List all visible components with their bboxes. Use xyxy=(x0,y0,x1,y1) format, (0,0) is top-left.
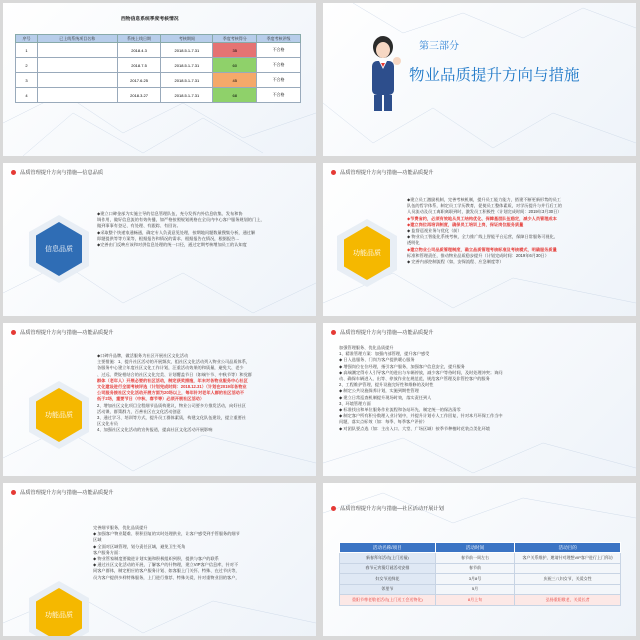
slide-information-quality[interactable] xyxy=(3,163,316,316)
body-text xyxy=(97,211,309,248)
cell-name xyxy=(37,73,117,88)
table-row xyxy=(340,574,621,585)
text-line: 区文化专员 xyxy=(97,421,118,427)
table-row xyxy=(340,584,621,595)
cell-activity: 新春拜年活动(上门送福) xyxy=(340,553,436,564)
text-line: 人员流动及员工离职离职到时，激发员工积极性（计划完成时间：2019年3月30日） xyxy=(407,209,562,215)
cell-name xyxy=(37,43,117,58)
slide-function-quality-3[interactable] xyxy=(323,323,636,476)
body-text xyxy=(339,345,631,432)
receptionist-illustration-icon xyxy=(363,33,403,115)
col-header: 活动名称/项目 xyxy=(340,543,436,553)
header-text: 品质管理提升方向与措施—功能品质提升 xyxy=(20,490,114,496)
text-line-highlight: ◆节费省约，必须有效地从员工结构优化、保障基层队伍稳定，减少人员管理成本 xyxy=(407,215,557,221)
table-title: 西物信息系统季度考核情况 xyxy=(121,17,179,22)
table-row xyxy=(340,563,621,574)
text-line: ◆ 日入选服务、门岗为客户提供暖心服务 xyxy=(339,357,415,363)
cell-idx: 3 xyxy=(16,73,38,88)
assessment-table xyxy=(15,34,301,103)
text-line-highlight: ◆建立物业公司品质管理制度，确立品质管理考核标准及考核模式，明确服务质量 xyxy=(407,246,557,252)
text-line: ◆ 通过社区文化活动的开展，了解客户的什物理，建立VIP客户信息库，针对不 xyxy=(93,562,239,568)
text-line: 调作用，做好信息流的有效传播，如严格按照规划规格在全员内中心客户服务规划的门上， xyxy=(97,217,265,223)
slide-system-assessment[interactable] xyxy=(3,3,316,156)
hexagon-badge xyxy=(29,215,89,283)
col-header: 季度考核评级 xyxy=(257,35,301,43)
col-header: 考核期间 xyxy=(161,35,213,43)
text-line: 透明化 xyxy=(407,240,420,246)
text-line-highlight: 文化建设进行全面考核评选（计划完成时间：2018.12.31）（计划在2019年各物业 xyxy=(97,384,247,390)
text-line: 主要措施：1、提升社区活动的开展频次，组社区文化活动列入物业公司品质体系， xyxy=(97,359,251,365)
text-line: ◆ 增强岗位在位经理，指引客户服务，加强客户信息安全，提升服务 xyxy=(339,363,465,369)
cell-time: 3月8号 xyxy=(435,574,515,585)
text-line: ◆ 加强客户物业疑难、积积回复的实时处理供业，让客户感受到手管服务的细节 xyxy=(93,531,240,537)
cell-name xyxy=(37,58,117,73)
slide-header xyxy=(11,329,113,336)
text-line: 3、环境管理方面 xyxy=(339,400,371,406)
hexagon-label: 功能品质 xyxy=(45,412,73,419)
slide-community-activity-plan[interactable] xyxy=(323,483,636,636)
text-line: 各服务中心建立年度社区文化工作计划，汪重活动效果的和质量，避免大、老少 xyxy=(97,365,244,371)
table-row xyxy=(16,58,301,73)
text-line: 做到事事有登记、有处理、有跟踪、有回访。 xyxy=(97,223,181,229)
col-header: 季度考核得分 xyxy=(213,35,257,43)
col-header: 序号 xyxy=(16,35,38,43)
cell-activity: 邻里节 xyxy=(340,584,436,595)
text-line: 标准和管理责任，推动物业品质稳步提升（计划完成时间：2019年6月30日） xyxy=(407,252,549,258)
header-dot-icon xyxy=(331,330,336,335)
body-text xyxy=(97,353,311,434)
text-line: ◆完善由门反映应该和对供信息处理的统一口径，通过定期考核增加员工的认知度 xyxy=(97,242,247,248)
header-dot-icon xyxy=(331,506,336,511)
header-text: 品质管理提升方向与措施—信息品质 xyxy=(20,170,104,176)
text-line: ◆ 物业员工智能化系统考核，全力推广线上智能平台运营，保障日常服务可视化、 xyxy=(407,234,558,240)
text-line: ◆ 高端潮定得专人引导客户的进出与车辆停放，减少客户等待时间，及时处理冲突；询问 xyxy=(339,369,503,375)
hexagon-badge xyxy=(337,219,397,287)
cell-score: 68 xyxy=(213,88,257,103)
header-dot-icon xyxy=(11,330,16,335)
header-dot-icon xyxy=(11,170,16,175)
cell-purpose: 弘扬重阳敬老，关爱长者 xyxy=(515,595,621,606)
header-dot-icon xyxy=(11,490,16,495)
text-line: 员为客户提供多样特殊服务，上门进行推荐、特殊关爱，针对重物业回的客户， xyxy=(93,574,240,580)
cell-date: 2018.3.27 xyxy=(117,88,161,103)
text-line: 1、精准管理方案：加强内部管理，提升客户感受 xyxy=(339,351,430,357)
col-header: 系统上线日期 xyxy=(117,35,161,43)
section-number: 第三部分 xyxy=(419,41,459,52)
hexagon-badge xyxy=(29,581,89,636)
cell-time: 春节前 xyxy=(435,563,515,574)
slide-function-quality-4[interactable] xyxy=(3,483,316,636)
slide-header xyxy=(11,169,103,176)
text-line: ◆建立员工激励机制，完善考核机制，提升员工能力能力，搭建不断更新形势的员工 xyxy=(407,197,561,202)
cell-date: 2018.7.5 xyxy=(117,58,161,73)
slide-header xyxy=(331,505,444,512)
header-text: 品质管理提升方向与措施—功能品质提升 xyxy=(20,330,114,336)
text-line-highlight: ◆建立岗位再培训制度，确保员工培训上岗，保证岗位服务质量 xyxy=(407,221,524,227)
text-line: 活动课、群策群力，百善社区在文化活动创意 xyxy=(97,408,181,414)
header-text: 品质管理提升方向与措施—社区活动开展计划 xyxy=(340,506,444,512)
cell-purpose xyxy=(515,584,621,595)
text-line: ◆ 对团队要点选（如：主出入口、大堂、广场区域）按季节种植时花装点美化环境 xyxy=(339,425,490,431)
text-line: ◆ 完善内部控制流程（如，安保流程、应急制度等） xyxy=(407,259,504,265)
cell-time: 8月上旬 xyxy=(435,595,515,606)
activity-table xyxy=(339,542,621,606)
table-row xyxy=(340,553,621,564)
body-text xyxy=(93,525,311,581)
col-header: 活动时间 xyxy=(435,543,515,553)
text-line: 问题，落实点标效（如：每季、每季客户评价） xyxy=(339,419,427,425)
slide-header xyxy=(331,329,433,336)
cell-activity: 妇女节送鲜花 xyxy=(340,574,436,585)
cell-period: 2018.5.1-7.31 xyxy=(161,58,213,73)
text-line: ◆ 建立日常巡查机制提升现场时效，落实责任到人 xyxy=(339,394,432,400)
cell-purpose xyxy=(515,563,621,574)
header-dot-icon xyxy=(331,170,336,175)
slide-function-quality-2[interactable] xyxy=(3,323,316,476)
table-row xyxy=(16,73,301,88)
cell-time: 5月 xyxy=(435,584,515,595)
text-line: 4、加强社区文化活动的宣传报道，提高社区文化活动开展影响 xyxy=(97,427,213,433)
cell-activity: 春节元宵猜灯谜活动安排 xyxy=(340,563,436,574)
text-line: 客户服务方面： xyxy=(93,549,123,555)
cell-rating: 不合格 xyxy=(257,73,301,88)
table-row xyxy=(340,595,621,606)
cell-score: 60 xyxy=(213,58,257,73)
cell-time: 春节前一周左右 xyxy=(435,553,515,564)
slide-section-title[interactable] xyxy=(323,3,636,156)
text-line: 2、增加社区文化项目全程细节品质构建议，物业公司要多方推发活动，向好社区 xyxy=(97,402,246,408)
cell-idx: 4 xyxy=(16,88,38,103)
cell-idx: 1 xyxy=(16,43,38,58)
slide-header xyxy=(11,489,113,496)
header-text: 品质管理提升方向与措施—功能品质提升 xyxy=(340,170,434,176)
table-row xyxy=(16,88,301,103)
table-row xyxy=(16,43,301,58)
text-line: 即题提供等等方案等，根据报告和情况的需求、根据报告在情况，根据报告… xyxy=(97,235,240,241)
col-header: 活动目的 xyxy=(515,543,621,553)
text-line-highlight: 公司服务接社区文化活动开展方面为20场以上，每年针对老年人群的社区活动不 xyxy=(97,390,245,396)
text-line: ◆ 制定客户所有积分数理入业计划中，并提升计划专人工作回复，针对本月环保工作当中 xyxy=(339,413,503,419)
cell-date: 2017.6.25 xyxy=(117,73,161,88)
text-line: 3、通过学习、培训等方式，提升员工群体素质，构建文化队伍建设，提立重要社 xyxy=(97,415,246,421)
text-line: 动、确保车辆进入、出等、停放作业在规范范，规范客户管理及非管控客户的服务 xyxy=(339,376,490,382)
cell-name xyxy=(37,88,117,103)
text-line: ◆采取整个快递家通畅通，确定专人负责意见处理，按期地问题数量搜集分析，通过解 xyxy=(97,229,256,235)
slide-function-quality-1[interactable] xyxy=(323,163,636,316)
cell-activity: 重阳节尊老敬老活动(上门送工会送物化) xyxy=(340,595,436,606)
cell-rating: 不合格 xyxy=(257,58,301,73)
text-line: 队伍的哲学体系，制定员工学历教育，促使员工整体素质，对学历提升与并行后工的 xyxy=(407,203,562,209)
text-line: 区域 xyxy=(93,537,102,543)
text-line: 、过远、费锭相结合的社区文化完美、计划覆盖节日（如端午节、中秋节等）和党群 xyxy=(97,371,252,377)
text-line-highlight: 低于2场，重要节日（中秋、春节等）必须开展社区活动） xyxy=(97,396,205,402)
cell-period: 2018.5.1-7.31 xyxy=(161,73,213,88)
cell-purpose: 客户关系维护，邀请针对理想VIP客户进行上门拜访 xyxy=(515,553,621,564)
cell-purpose: 庆祝三八妇女节，关爱女性 xyxy=(515,574,621,585)
header-text: 品质管理提升方向与措施—功能品质提升 xyxy=(340,330,434,336)
hexagon-badge xyxy=(29,381,89,449)
cell-score: 45 xyxy=(213,73,257,88)
text-line: ◆ 全面对区域管理，划分责任区域，避免卫生死角 xyxy=(93,543,186,549)
text-line: 2、工程维护管理，提升设施完好性和维修的及时性 xyxy=(339,382,434,388)
col-header: 已上线系统项目名称 xyxy=(37,35,117,43)
text-line: ◆ 制定公共设施保养计划，实施到期性管理 xyxy=(339,388,419,394)
text-line: 完善细节服务，优化品质提升 xyxy=(93,525,148,530)
body-text xyxy=(407,197,631,265)
hexagon-label: 功能品质 xyxy=(353,250,381,257)
text-line: ◆ 标准找出和单位服务作业流程和各站环先、制定统一的保洁清零 xyxy=(339,407,461,413)
cell-score: 35 xyxy=(213,43,257,58)
hexagon-label: 信息品质 xyxy=(45,246,73,253)
cell-rating: 不合格 xyxy=(257,88,301,103)
cell-rating: 不合格 xyxy=(257,43,301,58)
text-line: ◆ 物业管家制度要做进计划实施和积极组织到积，提供与客户的联系 xyxy=(93,556,219,562)
text-line: ◆建立口碑金部为实施主导的信息管理队伍，充分发挥内外信息收集、发布和协 xyxy=(97,211,243,216)
text-line: 加强管理服务、优化品质提升 xyxy=(339,345,394,350)
text-line: ◆ 监督巡视业务与优化（前） xyxy=(407,228,462,234)
cell-idx: 2 xyxy=(16,58,38,73)
text-line-highlight: 群体（老年人）开展必要的社区活动，制定获奖措施，年末对各物业服务中心社区 xyxy=(97,377,248,383)
slide-header xyxy=(331,169,433,176)
cell-period: 2018.5.1-7.31 xyxy=(161,43,213,58)
hexagon-label: 功能品质 xyxy=(45,612,73,619)
cell-date: 2018.4.3 xyxy=(117,43,161,58)
cell-period: 2018.5.1-7.31 xyxy=(161,88,213,103)
section-title: 物业品质提升方向与措施 xyxy=(409,67,580,84)
text-line: 同客户群体，制定相应的客户服务计划、如客服上门关怀、特殊、在过节庆等， xyxy=(93,568,240,574)
text-line: ◆口碑升品牌，做活服务为社区开展社区文化活动 xyxy=(97,353,189,358)
